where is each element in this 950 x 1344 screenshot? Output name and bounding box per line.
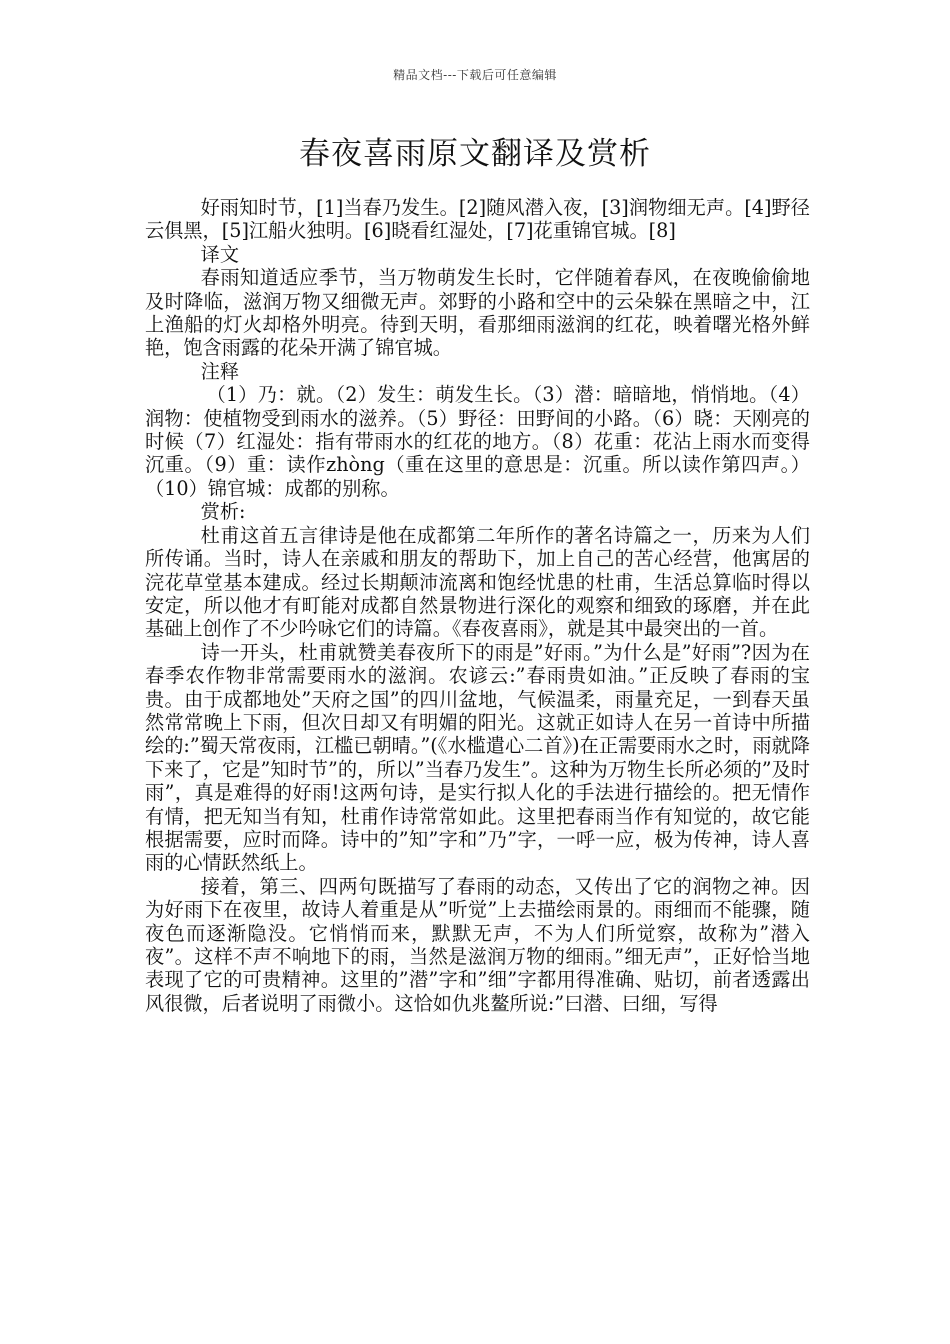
analysis-label: 赏析: [200, 500, 246, 524]
analysis-paragraph-2: 诗一开头，杜甫就赞美春夜所下的雨是”好雨。”为什么是”好雨”?因为在春季农作物非常需要雨水的滋润。农谚云:”春雨贵如油。”正反映了春雨的宝贵。由于成都地处”天府之国”的四川盆地，气候温柔，雨量充足，一到春天虽然常常晚上下雨，但次日却又有明媚的阳光。这就正如诗人在另一首诗中所描绘的:”蜀天常夜雨，江槛已朝晴。”(《水槛遣心二首》)在正需要雨水之时，雨就降下来了，它是”知时节”的，所以”当春乃发生”。这种为万物生长所必须的”及时雨”，真是难得的好雨!这两句诗，是实行拟人化的手法进行描绘的。把无情作有情，把无知当有知，杜甫作诗常常如此。这里把春雨当作有知觉的，故它能根据需要，应时而降。诗中的”知”字和”乃”字，一呼一应，极为传神，诗人喜雨的心情跃然纸上。 [145, 640, 810, 875]
header-note: 精品文档---下载后可任意编辑 [393, 68, 557, 82]
document-title: 春夜喜雨原文翻译及赏析 [299, 136, 651, 172]
analysis-paragraph-1: 杜甫这首五言律诗是他在成都第二年所作的著名诗篇之一，历来为人们所传诵。当时，诗人在亲戚和朋友的帮助下，加上自己的苦心经营，他寓居的浣花草堂基本建成。经过长期颠沛流离和饱经忧患的杜甫，生活总算临时得以安定，所以他才有町能对成都自然景物进行深化的观察和细致的琢磨，并在此基础上创作了不少吟咏它们的诗篇。《春夜喜雨》，就是其中最突出的一首。 [145, 523, 810, 641]
analysis-paragraph-3: 接着，第三、四两句既描写了春雨的动态，又传出了它的润物之神。因为好雨下在夜里，故诗人着重是从”听觉”上去描绘雨景的。雨细而不能骤，随夜色而逐渐隐没。它悄悄而来，默默无声，不为人们所觉察，故称为”潜入夜”。这样不声不响地下的雨，当然是滋润万物的细雨。”细无声”，正好恰当地表现了它的可贵精神。这里的”潜”字和”细”字都用得准确、贴切，前者透露出风很微，后者说明了雨微小。这恰如仇兆鳌所说:”曰潜、曰细，写得 [145, 874, 810, 1015]
notes-label: 注释 [200, 359, 240, 383]
translation-text: 春雨知道适应季节，当万物萌发生长时，它伴随着春风，在夜晚偷偷地及时降临，滋润万物又细微无声。郊野的小路和空中的云朵躲在黑暗之中，江上渔船的灯火却格外明亮。待到天明，看那细雨滋润的红花，映着曙光格外鲜艳，饱含雨露的花朵开满了锦官城。 [145, 266, 810, 360]
translation-label: 译文 [200, 242, 240, 266]
notes-text: （1）乃：就。（2）发生：萌发生长。（3）潜：暗暗地，悄悄地。（4）润物：使植物受到雨水的滋养。（5）野径：田野间的小路。（6）晓：天刚亮的时候（7）红湿处：指有带雨水的红花的地方。（8）花重：花沾上雨水而变得沉重。（9）重：读作zhòng（重在这里的意思是：沉重。所以读作第四声。）（10）锦官城：成都的别称。 [145, 383, 810, 500]
poem-text: 好雨知时节，[1]当春乃发生。[2]随风潜入夜，[3]润物细无声。[4]野径云俱黑，[5]江船火独明。[6]晓看红湿处，[7]花重锦官城。[8] [145, 196, 810, 243]
document-body [145, 196, 810, 1015]
